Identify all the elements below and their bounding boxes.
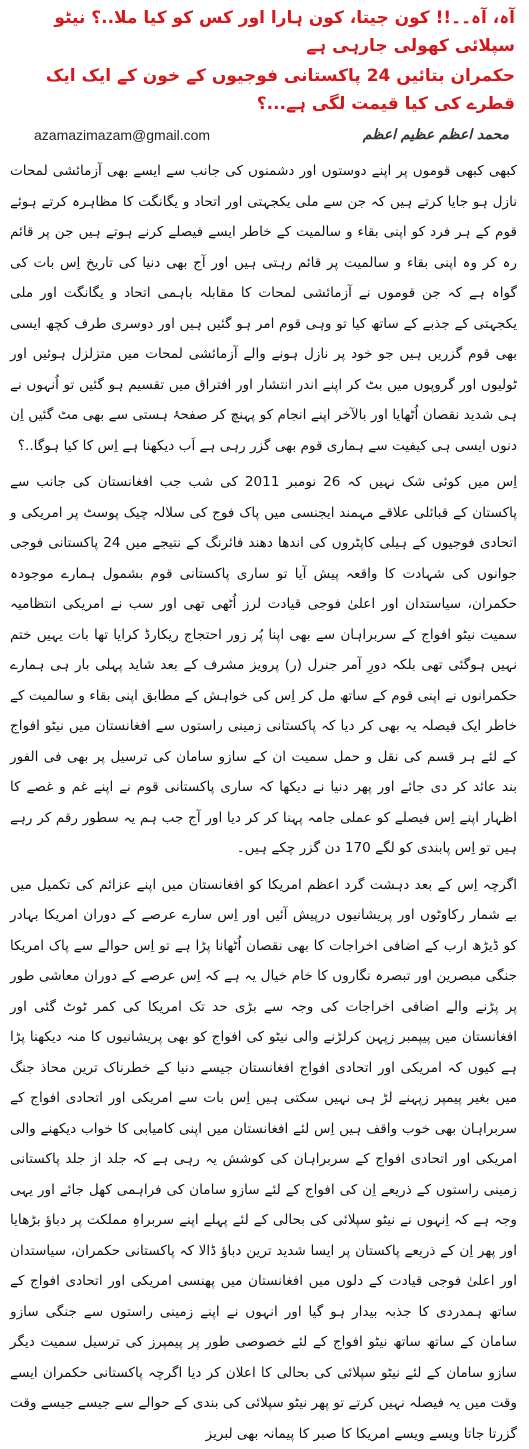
byline <box>0 120 529 150</box>
article-paragraph-1: کبھی کبھی قوموں پر اپنے دوستوں اور دشمنوں کی جانب سے ایسے بھی آزمائشی لمحات نازل ہو جایا کرتے ہیں کہ جن سے ملی یکجہتی اور اتحاد و یگانگت کا مظاہرہ کرتے ہوئے قوم کے ہر فرد کو اپنی بقاء و سالمیت کے خاطر ایسے فیصلے کرنے ہوتے ہیں جن پر قائم رہ کر وہ اپنی بقاء و سالمیت پر قائم رہتی ہیں اور آج بھی دنیا کی تاریخ اِس بات کی گواہ ہے کہ جن قوموں نے آزمائشی لمحات کا مقابلہ باہمی اتحاد و یگانگت اور ملی یکجہتی کے جذبے کے ساتھ کیا تو وہی قوم امر ہو گئیں ہیں اور دوسری طرف کچھ ایسی بھی قوم گزریں ہیں جو خود پر نازل ہونے والے آزمائشی لمحات میں متزلزل ہوئیں اور ٹولیوں اور گروپوں میں بٹ کر اپنے اندر انتشار اور افتراق میں تقسیم ہو گئیں تو اُنہوں نے ہی شدید نقصان اُٹھایا اور بالآخر اپنے انجام کو پہنچ کر صفحۂ ہستی سے بھی مٹ گئیں اِن دنوں ایسی ہی کیفیت سے ہماری قوم بھی گزر رہی ہے اَب دیکھنا ہے اِس کا کیا ہوگا..؟ <box>10 156 517 461</box>
headline-secondary: حکمران بتائیں 24 پاکستانی فوجیوں کے خون کے ایک ایک قطرے کی کیا قیمت لگی ہے...؟ <box>0 60 529 118</box>
article-paragraph-3: اگرچہ اِس کے بعد دہشت گرد اعظم امریکا کو افغانستان میں اپنے عزائم کی تکمیل میں بے شمار رکاوٹوں اور پریشانیوں درپیش آئیں اور اِس سارے عرصے کے دوران امریکا بہادر کو ڈیڑھ ارب کے اضافی اخراجات کا بھی نقصان اُٹھانا پڑا ہے تو اِس حوالے سے پاک امریکا جنگی مبصرین اور تبصرہ نگاروں کا خام خیال یہ ہے کہ اِس عرصے کے دوران معاشی طور پر پڑنے والے اضافی اخراجات کی وجہ سے بڑی حد تک امریکا کی کمر ٹوٹ گئی اور افغانستان میں پیپمبر زپہن کرلڑنے والی نیٹو کی افواج کو بھی پریشانیوں کا منہ دیکھنا پڑا ہے کیوں کہ امریکی اور اتحادی افواج افغانستان جیسے دنیا کے خطرناک ترین محاذ جنگ میں بغیر پیمپر زپہنے لڑ ہی نہیں سکتی ہیں اِس بات سے امریکی اور اتحادی افواج کے سربراہان بھی خوب واقف ہیں اِس لئے افغانستان میں اپنی کامیابی کا خواب دیکھنے والی امریکی اور اتحادی افواج کے سربراہان کی کوشش یہ رہی ہے کہ جلد از جلد پاکستانی زمینی راستوں کے ذریعے اِن کی افواج کے لئے سازو سامان کی فراہمی کھل جائے اور یہی وجہ ہے کہ اِنہوں نے نیٹو سپلائی کی بحالی کے لئے پہلے اپنے سربراہِ مملکت پر دباؤ بڑھایا اور پھر اِن کے ذریعے پاکستان پر ایسا شدید ترین دباؤ ڈالا کہ پاکستانی حکمران، سیاستدان اور اعلیٰ فوجی قیادت کے دلوں میں افغانستان میں پھنسی امریکی اور اتحادی افواج کے ساتھ ہمدردی کا جذبہ بیدار ہو گیا اور انہوں نے اپنے زمینی راستوں سے جنگی سازو سامان کے ساتھ ساتھ نیٹو افواج کے لئے خصوصی طور پر پیمپرز کی ترسیل سمیت دیگر سازو سامان کے لئے نیٹو سپلائی کی بحالی کا اعلان کر دیا اگرچہ پاکستانی حکمران ایسے وقت میں یہ فیصلہ نہیں کرتے تو پھر نیٹو سپلائی کی بندی کے حوالے سے جیسے جیسے وقت گزرتا جاتا ویسے ویسے امریکا کا صبر کا پیمانہ بھی لبریز <box>10 870 517 1449</box>
author-email[interactable]: azamazimazam@gmail.com <box>34 127 210 143</box>
author-name: محمد اعظم عظیم اعظم <box>363 127 509 143</box>
article-body <box>0 156 529 1449</box>
article-paragraph-2: اِس میں کوئی شک نہیں کہ 26 نومبر 2011 کی شب جب افغانستان کی جانب سے پاکستان کے قبائلی علاقے مہمند ایجنسی میں پاک فوج کی سلالہ چیک پوسٹ پر امریکی و اتحادی فوجیوں کے ہیلی کاپٹروں کی اندھا دھند فائرنگ کے نتیجے میں 24 پاکستانی فوجی جوانوں کی شہادت کا واقعہ پیش آیا تو ساری پاکستانی قوم بشمول ہمارے موجودہ حکمران، سیاستدان اور اعلیٰ فوجی قیادت لرز اُٹھی تھی اور سب نے امریکی انتظامیہ سمیت نیٹو افواج کے سربراہان سے بھی اپنا پُر زور احتجاج ریکارڈ کرایا تھا بات یہیں ختم نہیں ہوگئی تھی بلکہ دورِ آمر جنرل (ر) پرویز مشرف کے بعد شاید پہلی بار ہی ہمارے حکمرانوں نے اپنی قوم کے ساتھ مل کر اِس کی خواہش کے مطابق اپنی بقاء و سالمیت کے خاطر ایک فیصلہ یہ بھی کر دیا کہ پاکستانی زمینی راستوں سے افغانستان میں نیٹو افواج کے لئے ہر قسم کی نقل و حمل سمیت ان کے سازو سامان کی ترسیل پر بھی فی الفور بند عائد کر دی جائے اور پھر دنیا نے دیکھا کہ ساری پاکستانی قوم نے اپنے غم و غصے کا اظہار اپنے اِس فیصلے کو عملی جامہ پہنا کر کر دیا اور آج جب ہم یہ سطور رقم کر رہے ہیں تو اِس پابندی کو لگے 170 دن گزر چکے ہیں۔ <box>10 467 517 864</box>
headline-primary: آہ، آہ۔۔!! کون جیتا، کون ہارا اور کس کو کیا ملا..؟ نیٹو سپلائی کھولی جارہی ہے <box>0 2 529 60</box>
